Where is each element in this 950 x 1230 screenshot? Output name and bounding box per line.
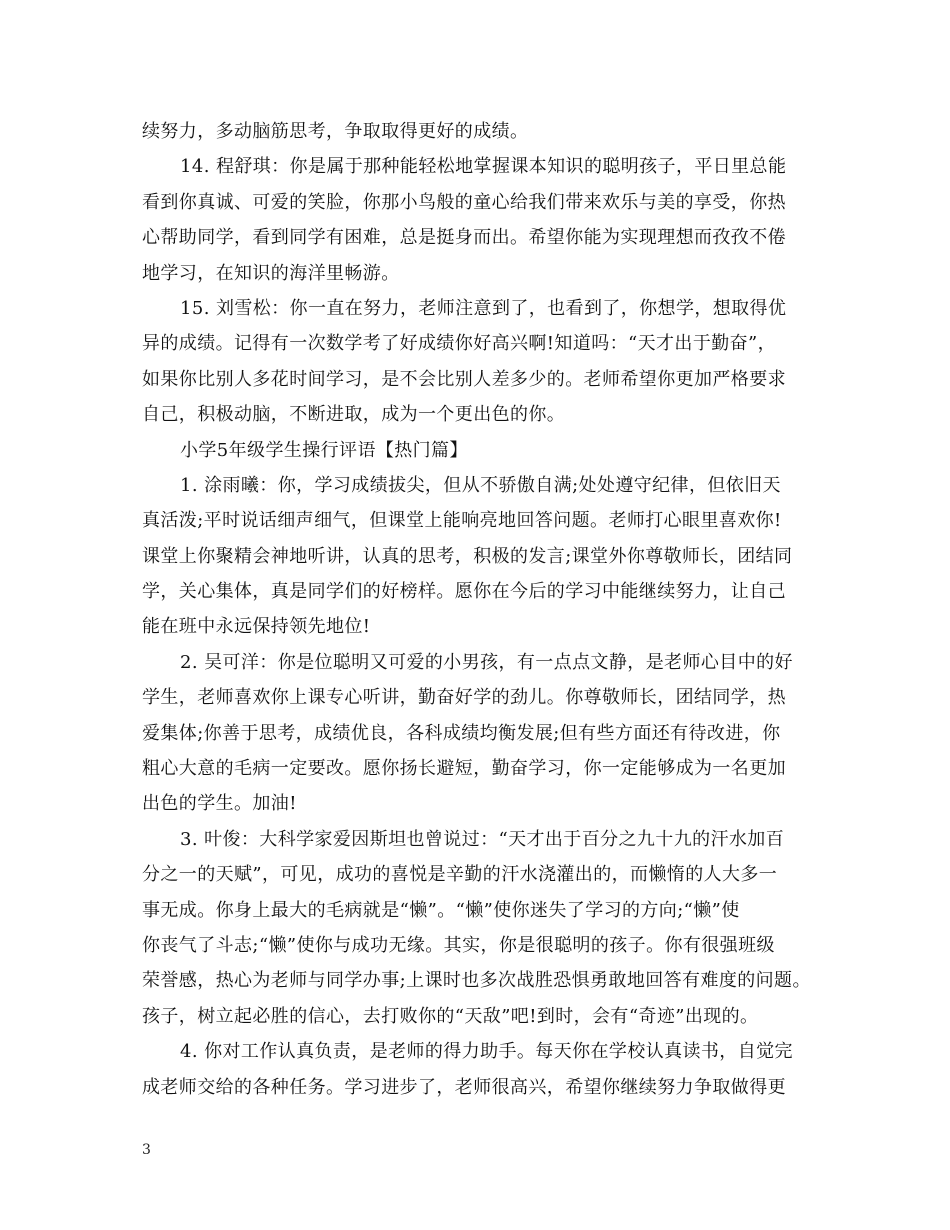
text-line: 你丧气了斗志;“懒”使你与成功无缘。其实，你是很聪明的孩子。你有很强班级 (142, 934, 775, 956)
text-line: 如果你比别人多花时间学习，是不会比别人差多少的。老师希望你更加严格要求 (142, 368, 786, 390)
section-heading: 小学5年级学生操行评语【热门篇】 (180, 439, 468, 461)
text-line: 课堂上你聚精会神地听讲，认真的思考，积极的发言;课堂外你尊敬师长，团结同 (142, 545, 793, 567)
text-line: 学，关心集体，真是同学们的好榜样。愿你在今后的学习中能继续努力，让自己 (142, 581, 786, 603)
text-line: 能在班中永远保持领先地位! (142, 616, 371, 638)
text-line: 真活泼;平时说话细声细气，但课堂上能响亮地回答问题。老师打心眼里喜欢你! (142, 510, 782, 532)
text-line: 自己，积极动脑，不断进取，成为一个更出色的你。 (142, 404, 566, 426)
text-line: 分之一的天赋”，可见，成功的喜悦是辛勤的汗水浇灌出的，而懒惰的人大多一 (142, 864, 778, 886)
text-line: 孩子，树立起必胜的信心，去打败你的“天敌”吧!到时，会有“奇迹”出现的。 (142, 1005, 759, 1027)
text-line: 异的成绩。记得有一次数学考了好成绩你好高兴啊!知道吗：“天才出于勤奋”， (142, 333, 777, 355)
text-line: 成老师交给的各种任务。学习进步了，老师很高兴，希望你继续努力争取做得更 (142, 1076, 786, 1098)
text-line: 出色的学生。加油! (142, 793, 297, 815)
paragraph-start-line: 15. 刘雪松：你一直在努力，老师注意到了，也看到了，你想学，想取得优 (180, 297, 787, 319)
text-line: 事无成。你身上最大的毛病就是“懒”。“懒”使你迷失了学习的方向;“懒”使 (142, 899, 740, 921)
paragraph-start-line: 2. 吴可洋：你是位聪明又可爱的小男孩，有一点点文静，是老师心目中的好 (180, 651, 793, 673)
text-line: 爱集体;你善于思考，成绩优良，各科成绩均衡发展;但有些方面还有待改进，你 (142, 722, 781, 744)
paragraph-start-line: 4. 你对工作认真负责，是老师的得力助手。每天你在学校认真读书，自觉完 (180, 1041, 793, 1063)
text-line: 学生，老师喜欢你上课专心听讲，勤奋好学的劲儿。你尊敬师长，团结同学，热 (142, 687, 786, 709)
text-line: 看到你真诚、可爱的笑脸，你那小鸟般的童心给我们带来欢乐与美的享受，你热 (142, 191, 786, 213)
document-body (142, 114, 822, 1105)
paragraph-start-line: 1. 涂雨曦：你，学习成绩拔尖，但从不骄傲自满;处处遵守纪律，但依旧天 (180, 474, 781, 496)
text-line: 续努力，多动脑筋思考，争取取得更好的成绩。 (142, 121, 529, 142)
paragraph-start-line: 14. 程舒琪：你是属于那种能轻松地掌握课本知识的聪明孩子，平日里总能 (180, 156, 787, 178)
page-number: 3 (142, 1142, 151, 1158)
paragraph-start-line: 3. 叶俊：大科学家爱因斯坦也曾说过：“天才出于百分之九十九的汗水加百 (180, 828, 785, 850)
text-line: 粗心大意的毛病一定要改。愿你扬长避短，勤奋学习，你一定能够成为一名更加 (142, 758, 786, 780)
text-line: 心帮助同学，看到同学有困难，总是挺身而出。希望你能为实现理想而孜孜不倦 (142, 227, 786, 249)
text-line: 地学习，在知识的海洋里畅游。 (142, 262, 400, 284)
text-line: 荣誉感，热心为老师与同学办事;上课时也多次战胜恐惧勇敢地回答有难度的问题。 (142, 970, 811, 992)
